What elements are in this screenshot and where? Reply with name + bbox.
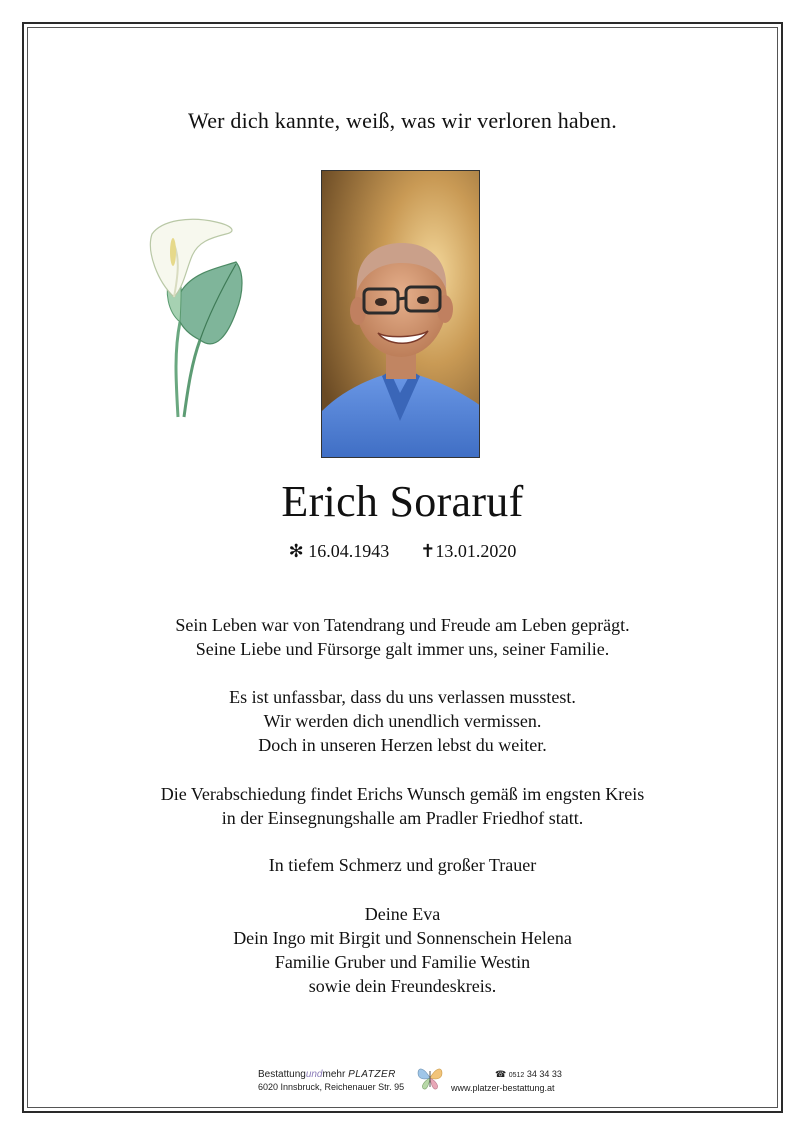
motto-quote: Wer dich kannte, weiß, was wir verloren haben. [188,108,617,133]
phone-icon: ☎ [495,1069,507,1079]
footer-right [451,1068,562,1095]
birth-star-icon: ✻ [288,541,304,562]
footer-left [258,1068,404,1094]
text-line: Es ist unfassbar, dass du uns verlassen musstest. [229,687,576,707]
tribute-paragraph [0,613,805,661]
text-line: Wir werden dich unendlich vermissen. [263,711,542,731]
ceremony-paragraph [0,782,805,830]
portrait-photo [321,170,480,458]
text-line: sowie dein Freundeskreis. [308,976,497,996]
death-date: 13.01.2020 [435,541,517,561]
mourners-list [0,902,805,998]
brand-logo-text: Bestattungundmehr PLATZER [258,1069,396,1080]
birth-date: 16.04.1943 [308,541,390,561]
deceased-name: Erich Soraruf [281,477,524,526]
text-line: Familie Gruber und Familie Westin [274,952,531,972]
text-line: Seine Liebe und Fürsorge galt immer uns, seiner Familie. [195,639,610,659]
text-line: Doch in unseren Herzen lebst du weiter. [258,735,547,755]
farewell-paragraph [0,685,805,757]
death-cross-icon: ✝ [420,541,436,562]
footer-phone: ☎ 0512 34 34 33 [495,1069,562,1079]
calla-lily-icon [140,212,252,424]
text-line: Die Verabschiedung findet Erichs Wunsch gemäß im engsten Kreis [160,784,645,804]
butterfly-icon [416,1065,444,1091]
text-line: Dein Ingo mit Birgit und Sonnenschein Helena [233,928,572,948]
text-line: Deine Eva [364,904,441,924]
funeral-home-footer [0,1065,805,1095]
mourning-line [0,853,805,877]
footer-address: 6020 Innsbruck, Reichenauer Str. 95 [258,1082,405,1092]
life-dates [0,541,805,562]
text-line: in der Einsegnungshalle am Pradler Friedhof statt. [221,808,584,828]
footer-website: www.platzer-bestattung.at [451,1083,555,1093]
text-line: In tiefem Schmerz und großer Trauer [268,855,537,875]
text-line: Sein Leben war von Tatendrang und Freude am Leben geprägt. [175,615,630,635]
